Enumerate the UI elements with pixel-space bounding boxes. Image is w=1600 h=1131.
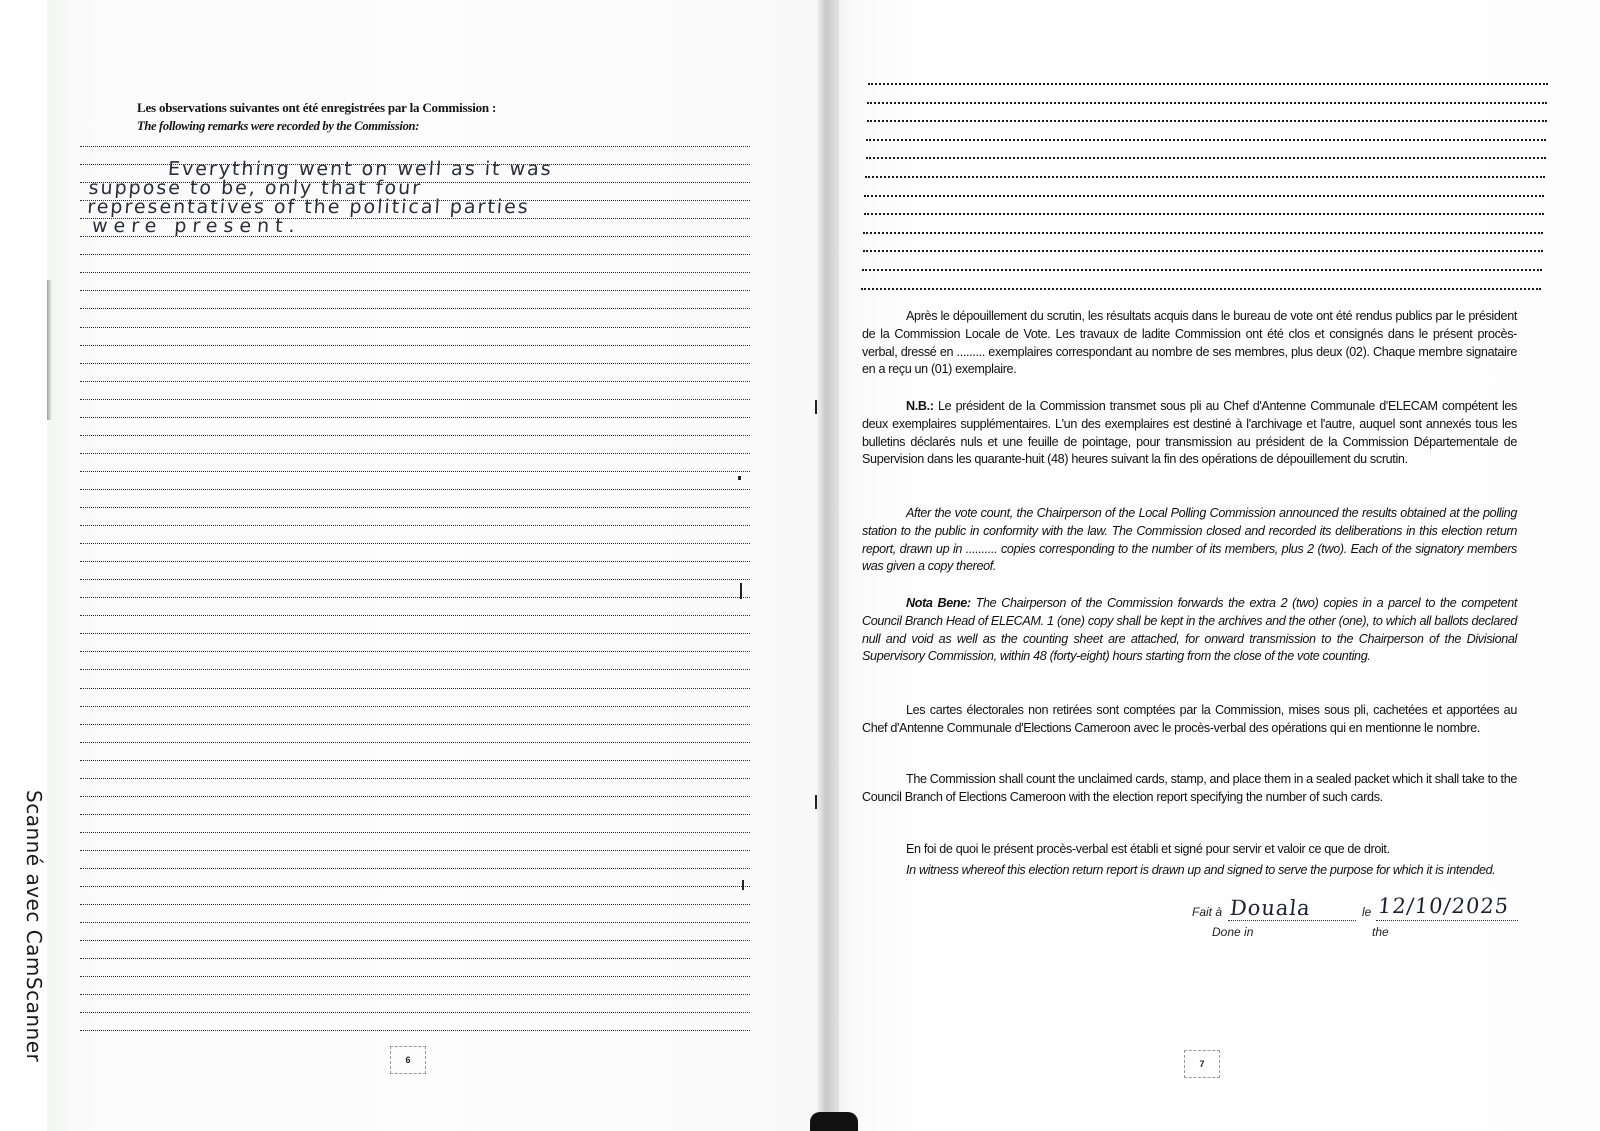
ruled-line: [80, 742, 750, 743]
ruled-line: [80, 561, 750, 562]
closing-statement-fr: En foi de quoi le présent procès-verbal est établi et signé pour servir et valoir ce que de droit.: [906, 842, 1390, 856]
remark-line: were present.: [91, 215, 302, 237]
ruled-line: [868, 83, 1548, 85]
ruled-line: [80, 724, 750, 725]
nb-paragraph-fr: N.B.: Le président de la Commission transmet sous pli au Chef d'Antenne Communale d'ELECAM compétent les deux exemplaires supplémentaires. L'un des exemplaires est destiné à l'archivage et l'autre, auquel sont annexés tous les bulletins déclarés nuls et une feuille de pointage, pour transmission au président de la Commission Départementale de Supervision dans les quarante-huit (48) heures suivant la fin des opérations de dépouillement du scrutin.: [862, 399, 1517, 467]
ruled-line: [80, 363, 750, 364]
ruled-line: [80, 1030, 750, 1031]
ruled-line: [80, 832, 750, 833]
ruled-line: [80, 886, 750, 887]
ruled-line: [80, 471, 750, 472]
place-value-handwritten: Douala: [1228, 896, 1313, 920]
ruled-line: [864, 213, 1544, 215]
ruled-line: [863, 232, 1543, 234]
ruled-line: [863, 250, 1543, 252]
ruled-line: [80, 272, 750, 273]
pen-mark: [742, 880, 744, 890]
ruled-line: [867, 102, 1547, 104]
date-field-line: [1376, 920, 1518, 921]
ruled-line: [862, 269, 1542, 271]
ruled-line: [80, 507, 750, 508]
place-label-fr: Fait à: [1192, 905, 1223, 919]
ruled-line: [861, 288, 1541, 290]
gutter-shadow-bottom: [810, 1112, 858, 1131]
handwritten-remarks: [85, 160, 750, 236]
date-label-en: the: [1372, 925, 1389, 939]
ruled-line: [80, 633, 750, 634]
nota-bene-paragraph-en: Nota Bene: The Chairperson of the Commission forwards the extra 2 (two) copies in a parcel to the competent Council Branch Head of ELECAM. 1 (one) copy shall be kept in the archives and the other (one), to which all ballots declared null and void as well as the counting sheet are attached, for onward transmission to the Chairperson of the Divisional Supervisory Commission, within 48 (forty-eight) hours starting from the close of the vote counting.: [862, 596, 1517, 664]
page-edge-mark: [815, 795, 817, 809]
cards-paragraph-en: The Commission shall count the unclaimed cards, stamp, and place them in a sealed packet which it shall take to the Council Branch of Elections Cameroon with the election report specifying the number of such cards.: [862, 772, 1517, 804]
closing-statement-en: In witness whereof this election return report is drawn up and signed to serve the purpose for which it is intended.: [906, 863, 1496, 877]
ruled-line: [80, 489, 750, 490]
page-edge-mark: [815, 400, 817, 414]
ruled-line: [80, 1012, 750, 1013]
ruled-line: [80, 796, 750, 797]
cards-paragraph-fr: Les cartes électorales non retirées sont comptées par la Commission, mises sous pli, cachetées et apportées au Chef d'Antenne Communale d'Elections Cameroon avec le procès-verbal des opérations qui en mentionne le nombre.: [862, 703, 1517, 735]
ruled-line: [80, 327, 750, 328]
ruled-line: [80, 688, 750, 689]
ruled-line: [867, 120, 1547, 122]
ruled-line: [864, 195, 1544, 197]
ruled-line: [80, 976, 750, 977]
ruled-line: [80, 579, 750, 580]
ruled-line: [80, 922, 750, 923]
ruled-line: [80, 308, 750, 309]
ruled-line: [80, 543, 750, 544]
date-value-handwritten: 12/10/2025: [1376, 894, 1511, 918]
ruled-line: [80, 146, 750, 147]
ruled-line: [80, 651, 750, 652]
ruled-line: [80, 778, 750, 779]
place-field-line: [1228, 920, 1356, 921]
ruled-line: [80, 381, 750, 382]
place-label-en: Done in: [1212, 925, 1254, 939]
ruled-line: [80, 290, 750, 291]
ruled-line: [80, 417, 750, 418]
remarks-heading-en: The following remarks were recorded by the Commission:: [137, 119, 420, 133]
ruled-line: [80, 706, 750, 707]
remark-line: representatives of the political parties: [86, 196, 531, 218]
pen-mark: [740, 583, 742, 599]
ruled-line: [80, 814, 750, 815]
ruled-line: [80, 958, 750, 959]
ruled-line: [80, 760, 750, 761]
ruled-line: [80, 597, 750, 598]
remark-line: Everything went on well as it was: [167, 158, 554, 180]
ruled-line: [80, 868, 750, 869]
ruled-line: [80, 850, 750, 851]
book-gutter: [817, 0, 839, 1131]
ruled-line: [80, 435, 750, 436]
pen-mark: [738, 476, 741, 480]
ruled-line: [80, 669, 750, 670]
date-label-fr: le: [1362, 905, 1372, 919]
ruled-line: [80, 525, 750, 526]
page-number: 6: [390, 1046, 426, 1074]
page-number: 7: [1184, 1050, 1220, 1078]
ruled-line: [80, 254, 750, 255]
remarks-heading-fr: Les observations suivantes ont été enregistrées par la Commission :: [137, 100, 497, 115]
page-edge-shadow: [47, 280, 52, 420]
results-paragraph-fr: Après le dépouillement du scrutin, les résultats acquis dans le bureau de vote ont été rendus publics par le président de la Commission Locale de Vote. Les travaux de ladite Commission ont été clos et consignés dans le présent procès-verbal, dressé en ......... exemplaires correspondant au nombre de ses membres, plus deux (02). Chaque membre signataire en a reçu un (01) exemplaire.: [862, 309, 1517, 377]
results-paragraph-en: After the vote count, the Chairperson of the Local Polling Commission announced the results obtained at the polling station to the public in conformity with the law. The Commission closed and recorded its deliberations in this election return report, drawn up in .......... copies corresponding to the number of its members, plus 2 (two). Each of the signatory members was given a copy thereof.: [862, 506, 1517, 574]
remark-line: suppose to be, only that four: [87, 177, 423, 199]
ruled-line: [80, 994, 750, 995]
ruled-line: [866, 139, 1546, 141]
ruled-line: [866, 157, 1546, 159]
ruled-line: [80, 940, 750, 941]
ruled-line: [80, 399, 750, 400]
ruled-line: [80, 904, 750, 905]
scanner-watermark: Scanné avec CamScanner: [22, 790, 46, 1063]
ruled-line: [80, 345, 750, 346]
ruled-line: [865, 176, 1545, 178]
ruled-line: [80, 615, 750, 616]
ruled-line: [80, 453, 750, 454]
